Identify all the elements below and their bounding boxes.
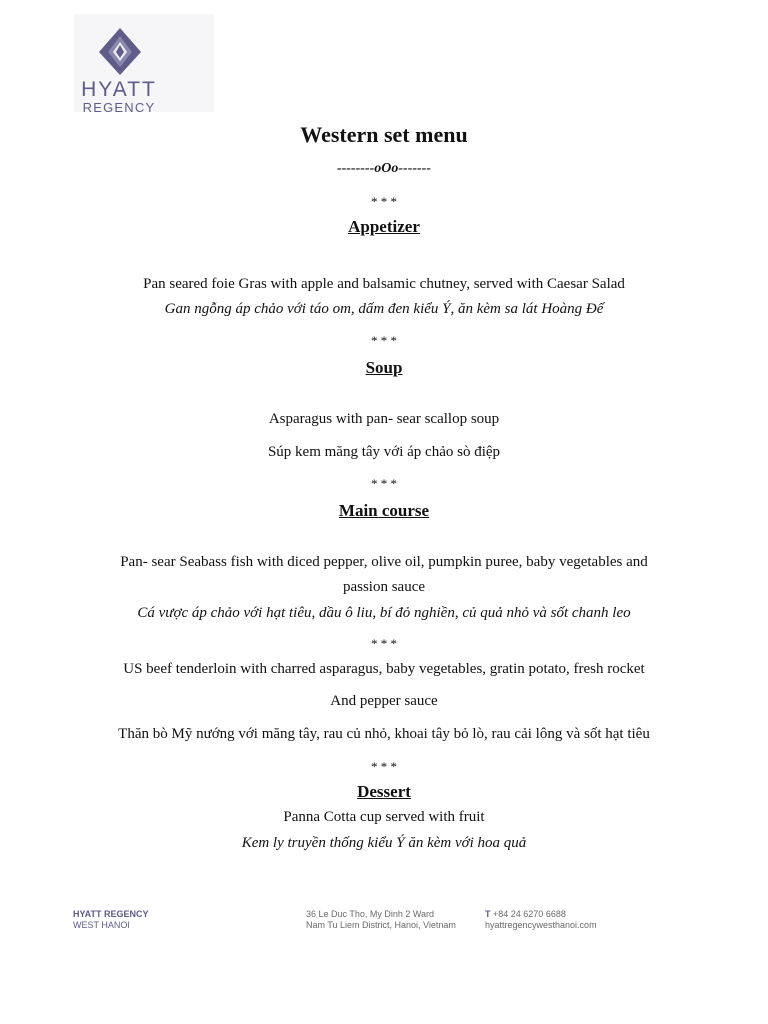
footer-phone: +84 24 6270 6688 [493,909,566,919]
soup-dish-vietnamese: Súp kem măng tây với áp chảo sò điệp [267,444,501,460]
footer-brand-location: WEST HANOI [73,920,130,930]
footer-brand-name: HYATT REGENCY [73,909,149,919]
logo-subtitle: REGENCY [82,100,156,115]
soup-heading: Soup [365,358,403,377]
main-dish2-english-line1: US beef tenderloin with charred asparagus, baby vegetables, gratin potato, fresh rocket [123,661,645,677]
footer-phone-label: T [485,909,491,919]
footer-address-line1: 36 Le Duc Tho, My Dinh 2 Ward [306,909,435,919]
dessert-heading: Dessert [357,782,411,801]
stars-divider: * * * [371,636,397,651]
stars-divider: * * * [371,759,397,774]
title-separator: --------oOo------- [336,161,432,176]
main-dish1-vietnamese: Cá vược áp chảo với hạt tiêu, dầu ô liu, bí đỏ nghiền, củ quả nhỏ và sốt chanh leo [137,605,631,621]
footer-website-link[interactable]: hyattregencywesthanoi.com [485,920,597,930]
stars-divider: * * * [371,194,397,209]
dessert-dish-vietnamese: Kem ly truyền thống kiểu Ý ăn kèm với hoa quả [241,835,527,851]
stars-divider: * * * [371,333,397,348]
appetizer-heading: Appetizer [348,217,420,236]
main-dish2-vietnamese: Thăn bò Mỹ nướng với măng tây, rau củ nhỏ, khoai tây bỏ lò, rau cải lông và sốt hạt tiêu [118,726,650,742]
main-course-heading: Main course [338,501,430,520]
footer-contact [485,909,597,931]
appetizer-dish-english: Pan seared foie Gras with apple and balsamic chutney, served with Caesar Salad [143,276,625,292]
stars-divider: * * * [371,476,397,491]
footer-address [306,909,456,931]
main-dish1-english-line2: passion sauce [342,579,426,595]
footer-address-line2: Nam Tu Liem District, Hanoi, Vietnam [306,920,456,930]
footer-brand [73,909,149,931]
dessert-dish-english: Panna Cotta cup served with fruit [283,809,485,825]
footer-phone-row [485,909,597,920]
appetizer-dish-vietnamese: Gan ngỗng áp chảo với táo om, dấm đen kiểu Ý, ăn kèm sa lát Hoàng Đế [164,301,604,317]
soup-dish-english: Asparagus with pan- sear scallop soup [268,411,500,427]
main-dish2-english-line2: And pepper sauce [330,693,438,709]
logo-wordmark: HYATT [81,78,157,101]
hyatt-diamond-logo-icon [98,28,142,76]
hyatt-regency-logo [74,14,214,115]
main-dish1-english-line1: Pan- sear Seabass fish with diced pepper, olive oil, pumpkin puree, baby vegetables and [120,554,648,570]
menu-title: Western set menu [300,122,468,147]
